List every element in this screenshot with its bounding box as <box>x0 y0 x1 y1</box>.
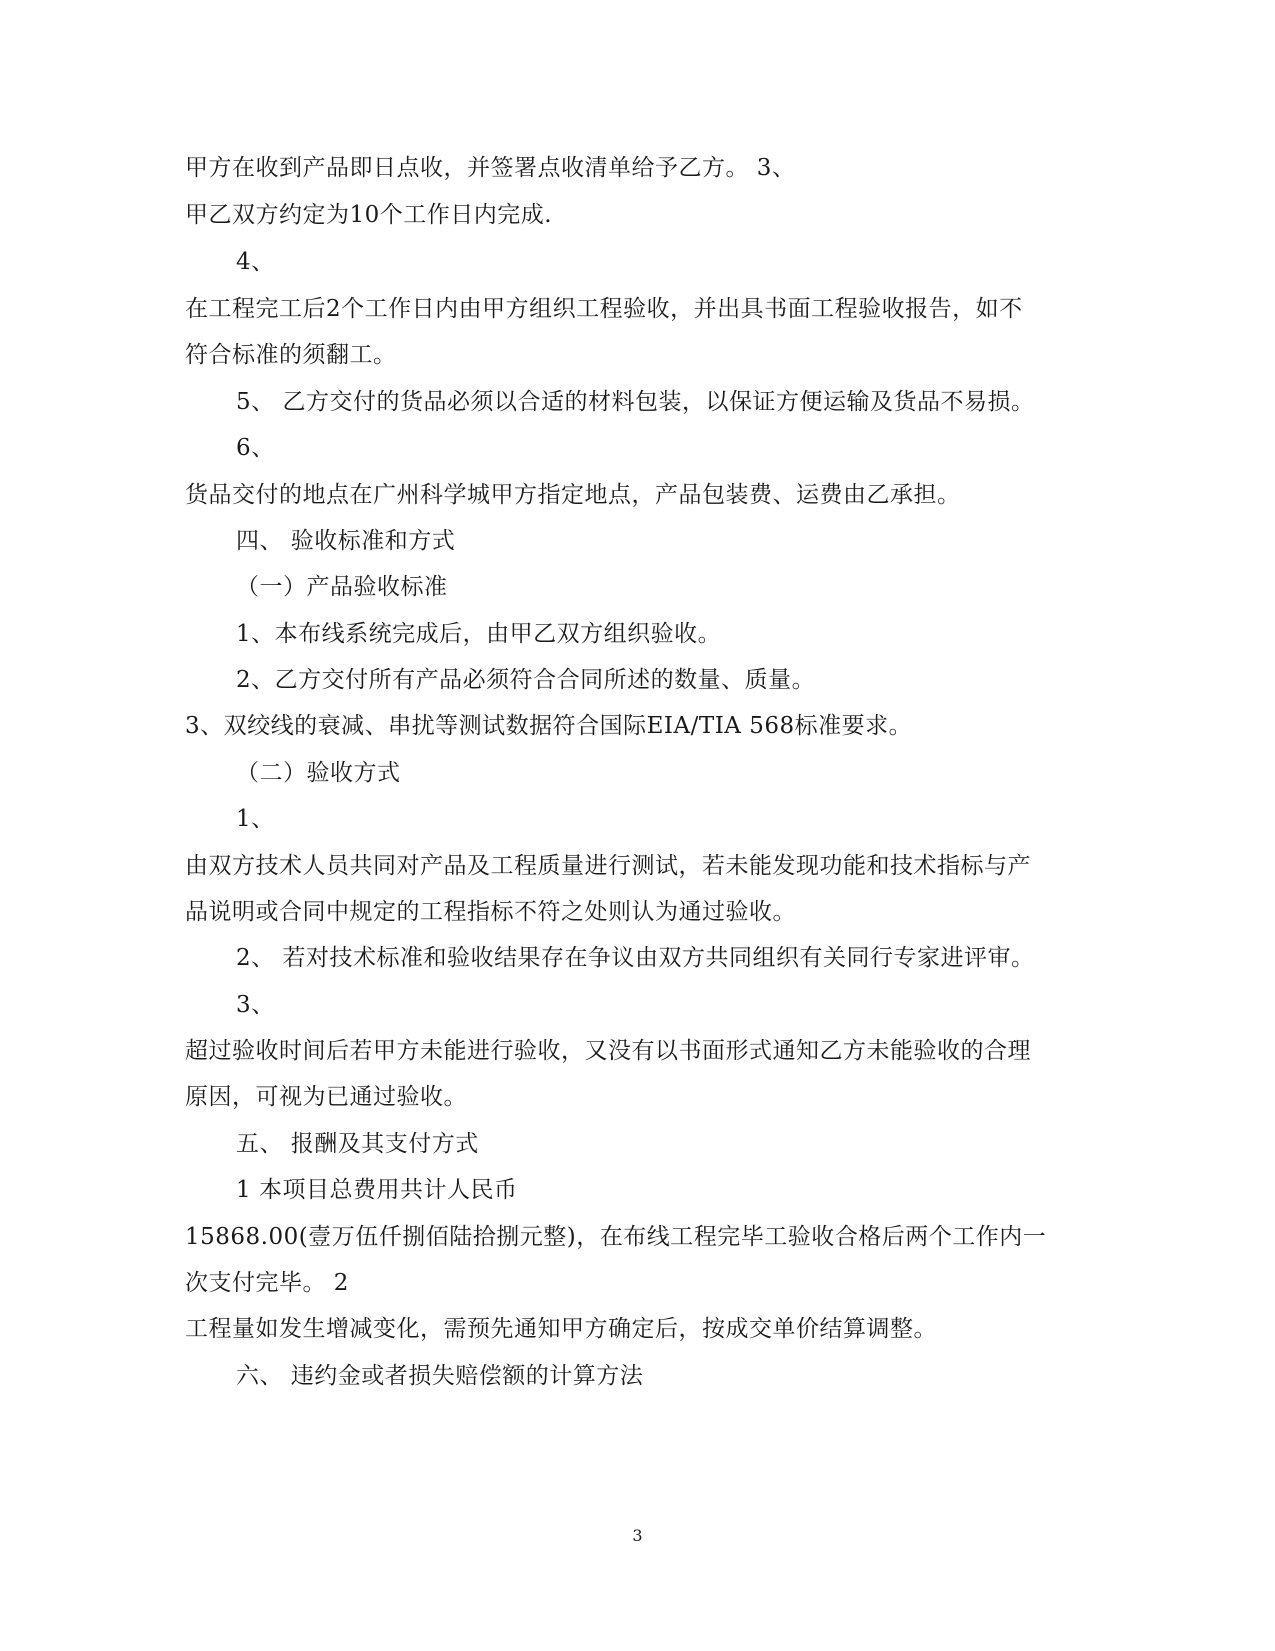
section-heading: 四、 验收标准和方式 <box>236 528 456 554</box>
text-line: 次支付完毕。 2 <box>185 1270 349 1296</box>
text-line: 工程量如发生增减变化，需预先通知甲方确定后，按成交单价结算调整。 <box>185 1316 937 1342</box>
text-line: 甲方在收到产品即日点收，并签署点收清单给予乙方。 3、 <box>185 155 796 181</box>
text-line: 2、 若对技术标准和验收结果存在争议由双方共同组织有关同行专家进评审。 <box>236 945 1035 971</box>
text-line: 3、双绞线的衰减、串扰等测试数据符合国际EIA/TIA 568标准要求。 <box>185 713 913 739</box>
text-line: 5、 乙方交付的货品必须以合适的材料包装，以保证方便运输及货品不易损。 <box>236 389 1035 415</box>
text-line: 超过验收时间后若甲方未能进行验收，又没有以书面形式通知乙方未能验收的合理 <box>185 1038 1031 1064</box>
text-line: 符合标准的须翻工。 <box>185 342 397 368</box>
text-line: 由双方技术人员共同对产品及工程质量进行测试，若未能发现功能和技术指标与产 <box>185 853 1031 879</box>
section-heading: 六、 违约金或者损失赔偿额的计算方法 <box>236 1363 644 1389</box>
text-line: 甲乙双方约定为10个工作日内完成. <box>185 202 553 228</box>
subsection-heading: （二）验收方式 <box>236 760 401 786</box>
text-line: 6、 <box>236 435 275 461</box>
section-heading: 五、 报酬及其支付方式 <box>236 1131 479 1157</box>
text-line: 原因，可视为已通过验收。 <box>185 1084 467 1110</box>
text-line: 品说明或合同中规定的工程指标不符之处则认为通过验收。 <box>185 899 796 925</box>
text-line: 15868.00(壹万伍仟捌佰陆拾捌元整)，在布线工程完毕工验收合格后两个工作内一 <box>185 1224 1047 1250</box>
page-number: 3 <box>632 1526 643 1545</box>
text-line: 1、 <box>236 806 275 832</box>
text-line: 2、乙方交付所有产品必须符合合同所述的数量、质量。 <box>236 667 816 693</box>
text-line: 货品交付的地点在广州科学城甲方指定地点，产品包装费、运费由乙承担。 <box>185 482 961 508</box>
text-line: 3、 <box>236 992 275 1018</box>
text-line: 在工程完工后2个工作日内由甲方组织工程验收，并出具书面工程验收报告，如不 <box>185 296 1023 322</box>
text-line: 4、 <box>236 249 275 275</box>
subsection-heading: （一）产品验收标准 <box>236 574 448 600</box>
text-line: 1、本布线系统完成后，由甲乙双方组织验收。 <box>236 621 722 647</box>
text-line: 1 本项目总费用共计人民币 <box>236 1177 518 1203</box>
